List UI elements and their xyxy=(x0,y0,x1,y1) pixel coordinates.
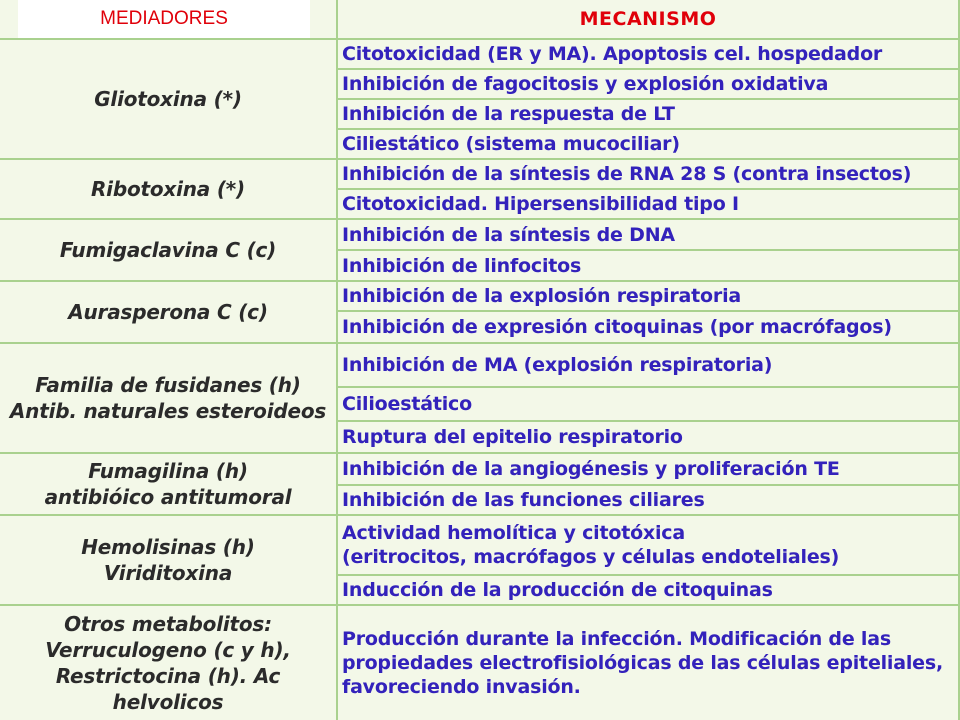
mediator-name: Viriditoxina xyxy=(103,561,233,585)
mechanism-cell xyxy=(338,220,960,251)
mechanism-text: Inhibición de las funciones ciliares xyxy=(342,489,705,511)
mediator-cell-hemolisinas xyxy=(0,516,338,606)
header-left-cell xyxy=(0,0,338,40)
mechanism-cell xyxy=(338,454,960,486)
mechanism-text: propiedades electrofisiológicas de las células epiteliales, xyxy=(342,652,943,674)
mechanism-text: Citotoxicidad. Hipersensibilidad tipo I xyxy=(342,193,739,215)
mechanism-cell xyxy=(338,422,960,454)
mechanism-cell xyxy=(338,576,960,606)
mediator-cell-aurasperona xyxy=(0,282,338,344)
mechanism-text: Actividad hemolítica y citotóxica xyxy=(342,522,685,544)
mechanism-text: Inhibición de la explosión respiratoria xyxy=(342,285,742,307)
mechanism-text: Inhibición de la respuesta de LT xyxy=(342,103,675,125)
mediator-name: helvolicos xyxy=(112,690,224,714)
mechanism-text: Inhibición de fagocitosis y explosión oxidativa xyxy=(342,73,829,95)
mediator-name: Aurasperona C (c) xyxy=(68,300,268,324)
mechanism-text: Ruptura del epitelio respiratorio xyxy=(342,426,683,448)
mechanism-cell xyxy=(338,130,960,160)
mediator-name: Fumigaclavina C (c) xyxy=(59,238,277,262)
mecanismo-header: MECANISMO xyxy=(579,8,717,30)
mediator-name: Antib. naturales esteroideos xyxy=(9,399,327,423)
mechanism-text: Ciliestático (sistema mucociliar) xyxy=(342,133,680,155)
mechanism-text: Inhibición de linfocitos xyxy=(342,254,582,277)
mechanism-cell xyxy=(338,251,960,282)
mechanism-text: Inhibición de MA (explosión respiratoria) xyxy=(342,354,773,376)
mediator-cell-gliotoxina xyxy=(0,40,338,160)
mediator-name: Ribotoxina (*) xyxy=(90,177,245,201)
mechanism-text: favoreciendo invasión. xyxy=(342,676,581,698)
mechanism-cell xyxy=(338,486,960,516)
mediator-name: Verruculogeno (c y h), xyxy=(45,638,291,662)
mechanism-text: Inhibición de expresión citoquinas (por macrófagos) xyxy=(342,316,892,338)
mechanism-text: Cilioestático xyxy=(342,393,472,415)
mediator-cell-otros-metabolitos xyxy=(0,606,338,720)
mediator-cell-ribotoxina xyxy=(0,160,338,220)
mechanism-cell xyxy=(338,40,960,70)
mechanism-text: Producción durante la infección. Modificación de las xyxy=(342,628,891,650)
mediator-cell-fumigaclavina xyxy=(0,220,338,282)
mediator-name: Fumagilina (h) xyxy=(88,459,248,483)
mechanism-cell xyxy=(338,516,960,576)
mechanism-cell xyxy=(338,312,960,344)
mediator-name: antibióico antitumoral xyxy=(44,485,292,509)
mechanism-text: Inhibición de la angiogénesis y proliferación TE xyxy=(342,458,840,480)
mechanism-cell xyxy=(338,160,960,190)
header-right-cell xyxy=(338,0,960,40)
mediator-name: Gliotoxina (*) xyxy=(94,87,242,111)
mechanism-cell xyxy=(338,70,960,100)
mechanism-cell xyxy=(338,606,960,720)
mediadores-header: MEDIADORES xyxy=(18,0,310,38)
mediator-name: Familia de fusidanes (h) xyxy=(35,373,301,397)
mechanism-cell xyxy=(338,190,960,220)
mechanism-text: Inhibición de la síntesis de RNA 28 S (contra insectos) xyxy=(342,163,912,185)
mechanism-text: Inhibición de la síntesis de DNA xyxy=(342,223,675,246)
mediator-cell-fusidanes xyxy=(0,344,338,454)
mediator-name: Otros metabolitos: xyxy=(64,612,272,636)
mechanism-cell xyxy=(338,344,960,388)
mechanism-text: Citotoxicidad (ER y MA). Apoptosis cel. hospedador xyxy=(342,43,883,65)
mechanism-cell xyxy=(338,100,960,130)
mediator-name: Restrictocina (h). Ac xyxy=(55,664,281,688)
mediator-cell-fumagilina xyxy=(0,454,338,516)
mechanism-cell xyxy=(338,282,960,312)
mechanism-text: Inducción de la producción de citoquinas xyxy=(342,579,773,601)
mechanism-cell xyxy=(338,388,960,422)
mediator-name: Hemolisinas (h) xyxy=(81,535,255,559)
mechanism-text: (eritrocitos, macrófagos y células endoteliales) xyxy=(342,546,840,568)
